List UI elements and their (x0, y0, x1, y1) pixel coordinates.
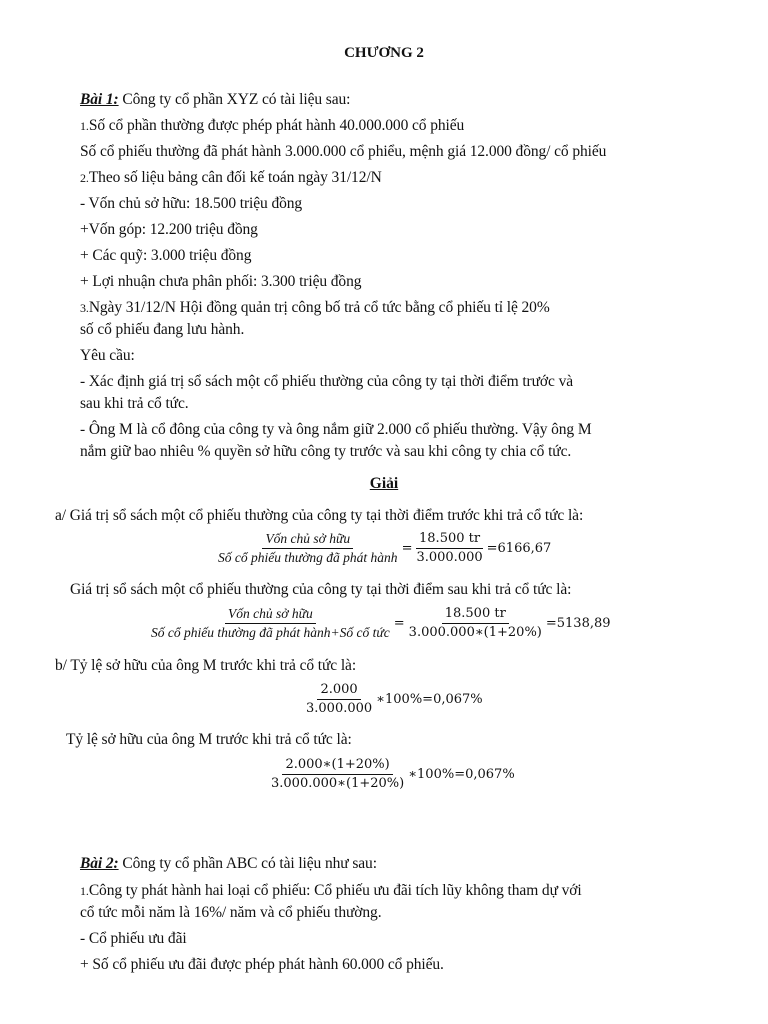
fraction-numerator: Vốn chủ sở hữu (225, 606, 316, 624)
formula-ownership-after (268, 757, 516, 792)
equity-line: - Vốn chủ sở hữu: 18.500 triệu đồng (80, 195, 303, 212)
exercise1-item2-line1 (80, 168, 382, 188)
fraction-denominator: Số cổ phiếu thường đã phát hành+Số cổ tức (151, 625, 390, 640)
requirement2-line1: - Ông M là cổ đông của công ty và ông nắm giữ 2.000 cổ phiếu thường. Vậy ông M (80, 421, 592, 438)
fraction-numerator: 18.500 tr (442, 606, 509, 624)
requirement1-line1: - Xác định giá trị sổ sách một cổ phiếu thường của công ty tại thời điểm trước và (80, 373, 574, 390)
item-number: 1. (80, 884, 89, 898)
part-a-before-text: a/ Giá trị sổ sách một cổ phiếu thường của công ty tại thời điểm trước khi trả cổ tức là: (55, 507, 584, 524)
fraction-denominator: 3.000.000∗(1+20%) (408, 625, 542, 640)
formula-result: =6166,67 (486, 541, 552, 556)
funds-line: + Các quỹ: 3.000 triệu đồng (80, 247, 252, 264)
solution-heading: Giải (369, 475, 399, 492)
fraction (148, 606, 393, 641)
exercise1-heading (80, 90, 350, 110)
item-text: Theo số liệu bảng cân đối kế toán ngày 31/12/N (88, 169, 382, 186)
formula-ownership-before (303, 682, 484, 717)
formula-result: ∗100%=0,067% (408, 767, 515, 782)
exercise2-intro: Công ty cổ phần ABC có tài liệu như sau: (118, 855, 377, 872)
formula-result: ∗100%=0,067% (376, 692, 483, 707)
item-text: Công ty phát hành hai loại cổ phiếu: Cổ phiếu ưu đãi tích lũy không tham dự với (88, 882, 582, 899)
requirements-label: Yêu cầu: (80, 347, 135, 364)
fraction-denominator: 3.000.000∗(1+20%) (271, 776, 405, 791)
formula-result: =5138,89 (545, 616, 611, 631)
chapter-title: CHƯƠNG 2 (344, 45, 424, 61)
exercise1-item3-line2: số cổ phiếu đang lưu hành. (80, 321, 245, 338)
exercise2-label: Bài 2: (80, 855, 119, 872)
formula-book-value-before (215, 531, 552, 566)
fraction (268, 757, 407, 792)
preferred-stock-label: - Cổ phiếu ưu đãi (80, 930, 187, 947)
exercise1-item3-line1 (80, 298, 550, 318)
fraction-denominator: Số cổ phiếu thường đã phát hành (218, 550, 398, 565)
equals-sign: = (401, 541, 413, 556)
item-number: 3. (80, 301, 89, 315)
equals-sign: = (393, 616, 405, 631)
requirement2-line2: nắm giữ bao nhiêu % quyền sở hữu công ty trước và sau khi công ty chia cổ tức. (80, 443, 572, 460)
formula-book-value-after (148, 606, 612, 641)
exercise1-item1-line1 (80, 116, 464, 136)
fraction-denominator: 3.000.000 (306, 701, 373, 716)
exercise1-label: Bài 1: (80, 91, 119, 108)
exercise1-intro: Công ty cổ phần XYZ có tài liệu sau: (118, 91, 351, 108)
item-text: Số cổ phần thường được phép phát hành 40.000.000 cổ phiếu (88, 117, 465, 134)
item-text: Ngày 31/12/N Hội đồng quản trị công bố trả cổ tức bằng cổ phiếu tỉ lệ 20% (88, 299, 550, 316)
fraction-numerator: 18.500 tr (416, 531, 483, 549)
item-number: 2. (80, 171, 89, 185)
part-b-before-text: b/ Tỷ lệ sở hữu của ông M trước khi trả cổ tức là: (55, 657, 357, 674)
fraction (413, 531, 485, 566)
fraction (303, 682, 375, 717)
exercise2-heading (80, 854, 377, 874)
fraction (406, 606, 545, 641)
retained-earnings-line: + Lợi nhuận chưa phân phối: 3.300 triệu đồng (80, 273, 362, 290)
item-number: 1. (80, 119, 89, 133)
fraction-numerator: 2.000 (317, 682, 360, 700)
fraction (215, 531, 401, 566)
contributed-capital-line: +Vốn góp: 12.200 triệu đồng (80, 221, 258, 238)
preferred-authorized-line: + Số cổ phiếu ưu đãi được phép phát hành 60.000 cổ phiếu. (80, 956, 444, 973)
fraction-numerator: Vốn chủ sở hữu (262, 531, 353, 549)
exercise2-item1-line2: cổ tức mỗi năm là 16%/ năm và cổ phiếu thường. (80, 904, 382, 921)
requirement1-line2: sau khi trả cổ tức. (80, 395, 189, 412)
part-a-after-text: Giá trị sổ sách một cổ phiếu thường của công ty tại thời điểm sau khi trả cổ tức là: (70, 581, 572, 598)
fraction-denominator: 3.000.000 (416, 550, 483, 565)
part-b-after-text: Tỷ lệ sở hữu của ông M trước khi trả cổ tức là: (66, 731, 352, 748)
exercise2-item1-line1 (80, 881, 582, 901)
fraction-numerator: 2.000∗(1+20%) (282, 757, 392, 775)
exercise1-item1-line2: Số cổ phiếu thường đã phát hành 3.000.000 cổ phiểu, mệnh giá 12.000 đồng/ cổ phiếu (80, 143, 607, 160)
